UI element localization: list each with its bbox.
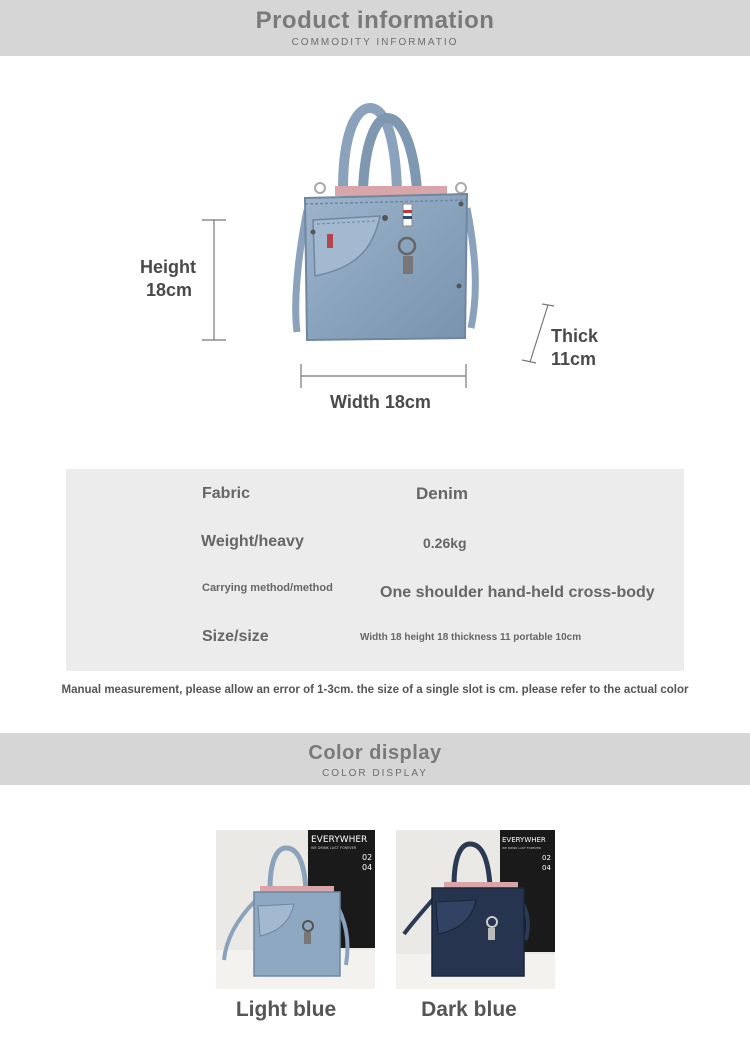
product-info-title: Product information <box>255 7 495 34</box>
spec-label-carrying: Carrying method/method <box>202 582 333 594</box>
height-marker <box>198 218 230 344</box>
light-blue-bag-image <box>216 830 375 989</box>
poster-text: EVERYWHER <box>311 835 368 845</box>
poster-number: 02 <box>542 854 551 862</box>
spec-value-weight: 0.26kg <box>423 535 467 551</box>
spec-value-fabric: Denim <box>416 484 468 503</box>
width-label: Width 18cm <box>330 392 431 412</box>
denim-bag-image <box>285 100 485 350</box>
product-info-banner <box>0 0 750 56</box>
width-marker <box>298 362 470 390</box>
spec-value-carrying: One shoulder hand-held cross-body <box>380 584 655 601</box>
measurement-note: Manual measurement, please allow an error of 1-3cm. the size of a single slot is cm. please refer to the actual color <box>61 684 689 696</box>
poster-small-text: WE DRINK LAST FOREVER <box>311 846 357 850</box>
color-name-light-blue: Light blue <box>235 998 337 1021</box>
color-display-banner <box>0 733 750 785</box>
spec-label-fabric: Fabric <box>202 485 251 502</box>
color-display-subtitle: COLOR DISPLAY <box>322 768 428 779</box>
thick-value: 11cm <box>551 349 597 369</box>
product-info-subtitle: COMMODITY INFORMATIO <box>291 37 459 48</box>
color-display-title: Color display <box>308 742 442 764</box>
height-label: Height <box>140 257 196 277</box>
spec-label-weight: Weight/heavy <box>201 533 304 550</box>
poster-text: EVERYWHER <box>502 836 546 844</box>
poster-number: 04 <box>362 863 373 872</box>
swatch-dark-blue[interactable] <box>396 830 555 989</box>
color-name-dark-blue: Dark blue <box>421 998 517 1021</box>
spec-table <box>66 469 684 671</box>
spec-label-size: Size/size <box>202 628 269 645</box>
thick-label: Thick <box>551 326 599 346</box>
poster-number: 02 <box>362 853 373 862</box>
spec-value-size: Width 18 height 18 thickness 11 portable 10cm <box>360 632 582 643</box>
dark-blue-bag-image <box>396 830 555 989</box>
height-value: 18cm <box>146 280 193 300</box>
poster-small-text: WE DRINK LAST FOREVER <box>502 846 541 850</box>
swatch-light-blue[interactable] <box>216 830 375 989</box>
poster-number: 04 <box>542 864 551 872</box>
